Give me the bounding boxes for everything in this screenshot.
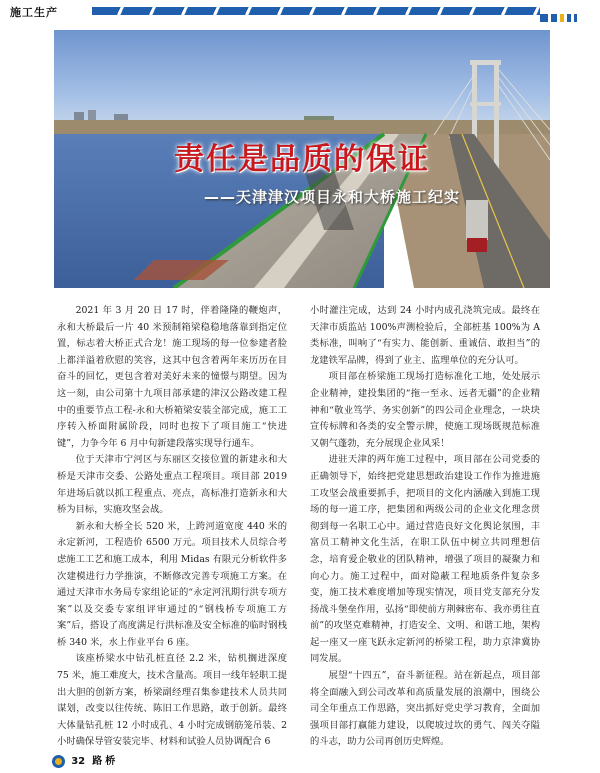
paragraph: 进驻天津的两年施工过程中，项目部在公司党委的正确领导下，始终把党建思想政治建设工作作为推进施工攻坚会战重要抓手，把项目的文化内涵融入到施工现场的每一道工序，把集团和两级公司的企业文化理念贯彻到每一名职工心中。通过营造良好文化舆论氛围，丰富员工精神文化生活，在职工队伍中树立共同理想信念，培育爱企敬业的团队精神，增强了项目的凝聚力和向心力。施工过程中，面对隐蔽工程地质条件复杂多变，施工技术难度增加等现实情况，项目党支部充分发扬战斗堡垒作用，弘扬“即使前方荆棘密布、我亦勇往直前”的攻坚克难精神，打造安全、文明、和谐工地，架构起一座又一座飞跃永定新河的桥梁工程，助力京津冀协同发展。 [310,454,540,665]
article-column-left [57,303,287,751]
hero-photo [54,30,550,288]
paragraph: 新永和大桥全长 520 米，上跨河道宽度 440 米的永定新河，工程造价 6500 万元。项目技术人员综合考虑施工工艺和施工成本，利用 Midas 有限元分析软件多次建模进行力学推演，不断修改完善专项施工方案。在通过天津市水务局专家组论证的“永定河汛期行洪专项方案”以及交委专家组评审通过的“钢栈桥专项施工方案”后，搭设了高度满足行洪标准及安全标准的临时钢栈桥 340 米，水上作业平台 6 座。 [57,520,287,648]
header-stripe-decoration [92,7,592,15]
page-number: 32 [71,756,86,767]
paragraph: 展望“十四五”，奋斗新征程。站在新起点，项目部将全面融入到公司改革和高质量发展的浪潮中，围绕公司全年重点工作思路，突出抓好党史学习教育，全面加强项目部打赢能力建设，以爬坡过坎的勇气、闯关夺隘的斗志，助力公司再创历史辉煌。 [310,670,540,748]
magazine-name: 路桥 [92,756,119,767]
magazine-logo-icon [52,755,65,768]
article-subtitle: ——天津津汉项目永和大桥施工纪实 [204,188,461,206]
article-title: 责任是品质的保证 [174,142,430,177]
paragraph: 项目部在桥梁施工现场打造标准化工地，处处展示企业精神，建投集团的“拖一至永、远者无疆”的企业精神和“敬业笃学、务实创新”的四公司企业理念，一块块宣传标牌和各类的安全警示牌，使施工现场既规范标准又朝气蓬勃，充分展现企业风采！ [310,371,540,449]
paragraph: 该座桥梁水中钻孔桩直径 2.2 米，钻机搁进深度 75 米，施工难度大，技术含量高。项目一线年轻职工提出大胆的创新方案，桥梁副经理召集参建技术人员共同谋划，改变以往传统、陈旧工作思路，敢于创新。最终大体量钻孔桩 12 小时成孔、4 小时完成钢筋笼吊装、2 小时确保导管安装完毕、材料和试验人员协调配合 6 [57,653,287,748]
section-title: 施工生产 [10,6,58,19]
article-column-right [310,303,540,751]
paragraph: 位于天津市宁河区与东丽区交接位置的新建永和大桥是天津市交委、公路处重点工程项目。项目部 2019 年进场后就以抓工程重点、亮点，高标准打造新永和大桥为目标，实施攻坚会战。 [57,454,287,516]
page-footer [52,752,118,768]
paragraph: 2021 年 3 月 20 日 17 时，伴着隆隆的鞭炮声，永和大桥最后一片 40 米预制箱梁稳稳地落靠到指定位置，标志着大桥正式合龙！施工现场的每一位参建者脸上都洋溢着欣慰的笑容，这其中包含着两年来历历在目奋斗的回忆，更包含着对美好未来的憧憬与期望。因为这一刻，由公司第十九项目部承建的津汉公路改建工程中的重要节点工程-永和大桥箱梁安装全部完成，施工工序转入桥面附属阶段，同时也按下了项目施工“快进键”，力争今年 6 月中旬新建段落实现导行通车。 [57,305,287,449]
header-color-blocks [540,7,592,15]
page-header [0,0,600,22]
paragraph: 小时灌注完成，达到 24 小时内成孔浇筑完成。最终在天津市质监站 100%声测检验后，全部桩基 100%为 A 类标准，叫响了“有实力、能创新、重诚信、敢担当”的龙建铁军品牌，得到了业主、监理单位的充分认可。 [310,305,540,366]
